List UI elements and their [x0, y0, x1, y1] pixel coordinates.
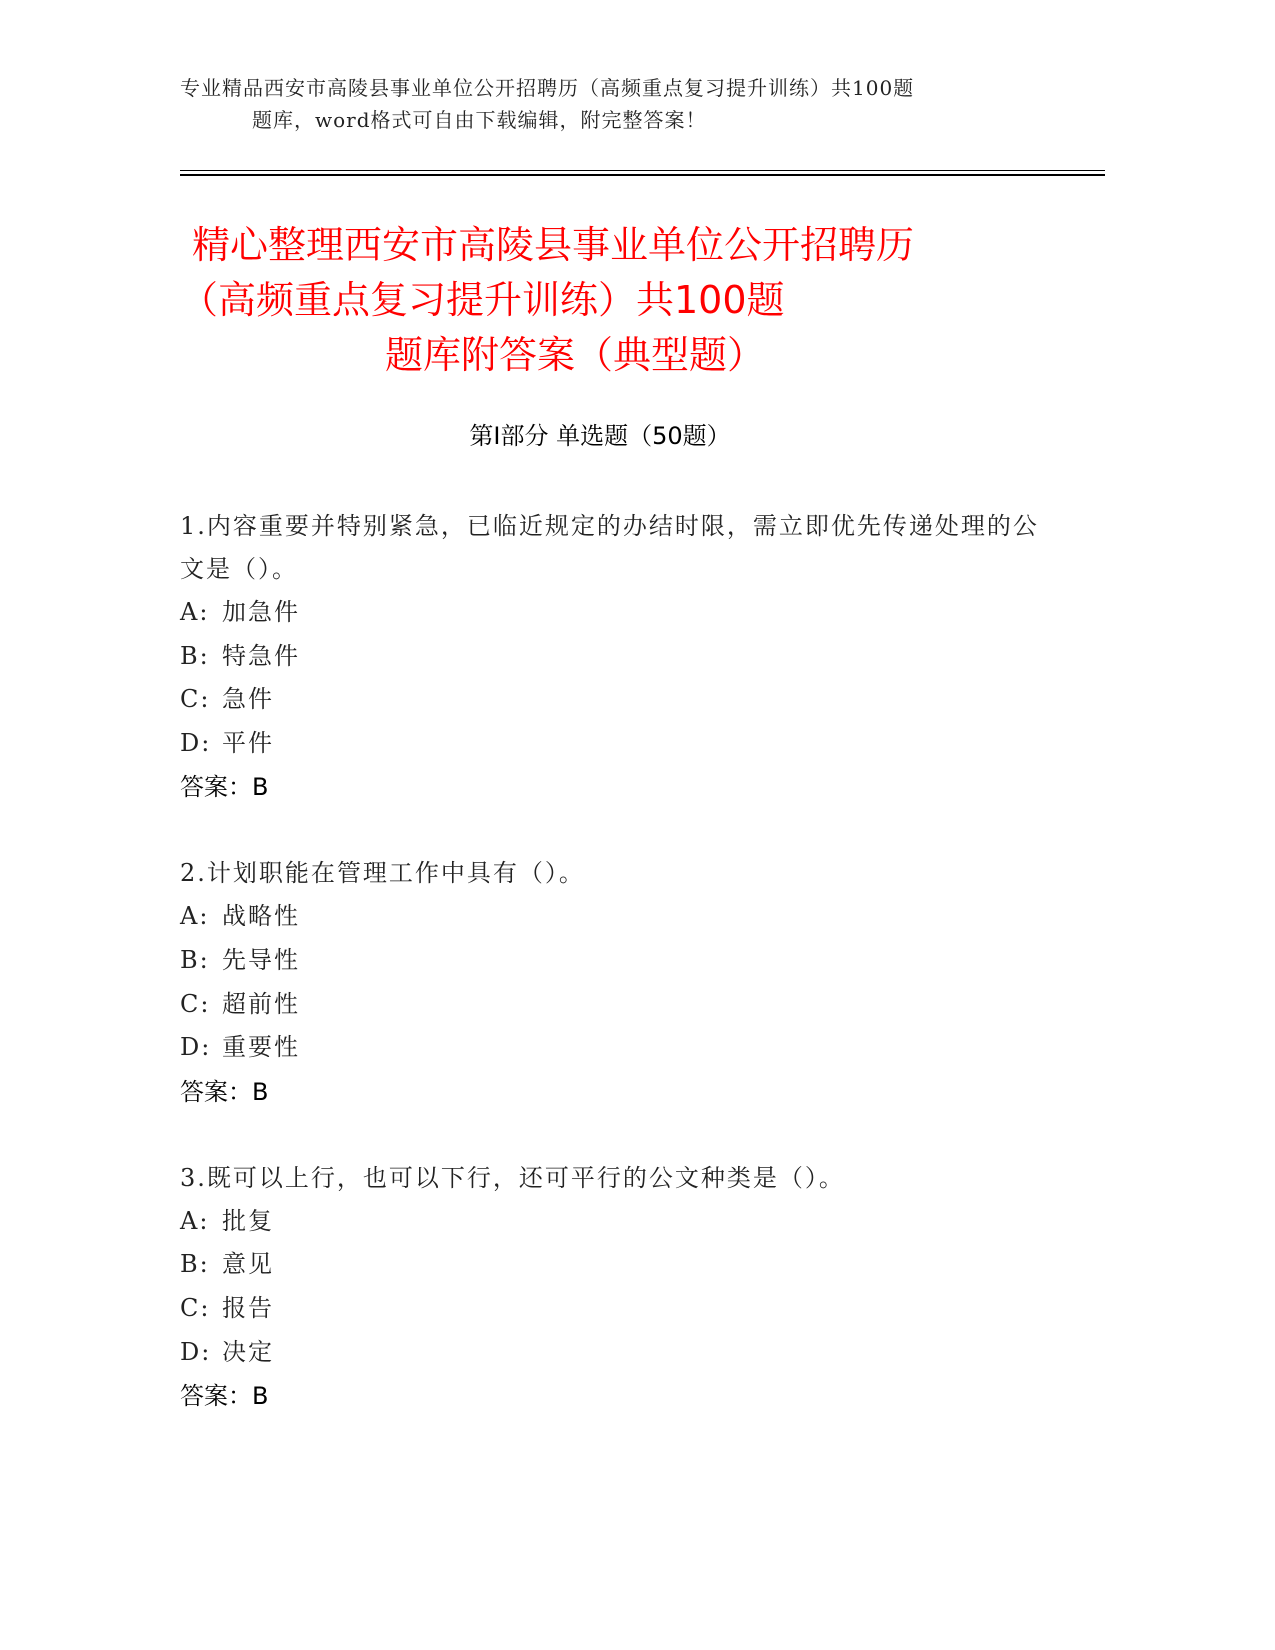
question-stem: 1.内容重要并特别紧急，已临近规定的办结时限，需立即优先传递处理的公文是（）。: [180, 512, 1039, 583]
document-title-line-2: （高频重点复习提升训练）共100题: [180, 278, 785, 322]
document-title-line-3: 题库附答案（典型题）: [385, 333, 766, 377]
option-d: [180, 1331, 1060, 1375]
option-key: C:: [180, 989, 211, 1018]
section-title: 第Ⅰ部分 单选题（50题）: [469, 422, 731, 450]
question-1: [180, 505, 1060, 809]
question-3: [180, 1157, 1060, 1418]
option-d: [180, 722, 1060, 766]
option-a: [180, 591, 1060, 635]
option-text: 平件: [222, 728, 274, 757]
header-line-2: 题库，word格式可自由下载编辑，附完整答案！: [252, 108, 707, 132]
answer-line: 答案：B: [180, 773, 269, 802]
option-key: B:: [180, 945, 210, 974]
option-key: A:: [180, 1206, 210, 1235]
option-text: 意见: [222, 1250, 274, 1279]
header-line-1: 专业精品西安市高陵县事业单位公开招聘历（高频重点复习提升训练）共100题: [180, 76, 915, 100]
option-c: [180, 983, 1060, 1027]
option-key: D:: [180, 1337, 212, 1366]
option-a: [180, 895, 1060, 939]
option-key: B:: [180, 1250, 210, 1279]
option-text: 重要性: [222, 1033, 300, 1062]
option-text: 批复: [222, 1206, 274, 1235]
option-text: 超前性: [222, 989, 300, 1018]
option-key: C:: [180, 1293, 211, 1322]
option-key: B:: [180, 641, 210, 670]
option-text: 决定: [222, 1337, 274, 1366]
header-divider-thin: [180, 170, 1105, 171]
option-b: [180, 1243, 1060, 1287]
document-title-line-1: 精心整理西安市高陵县事业单位公开招聘历: [192, 223, 915, 267]
question-list: [180, 505, 1060, 1461]
option-text: 加急件: [222, 598, 300, 626]
question-stem: 3.既可以上行，也可以下行，还可平行的公文种类是（）。: [180, 1163, 845, 1192]
option-key: D:: [180, 1033, 212, 1062]
option-text: 报告: [222, 1293, 274, 1322]
option-text: 急件: [222, 685, 274, 714]
option-text: 战略性: [222, 902, 300, 931]
option-key: D:: [180, 728, 212, 757]
option-c: [180, 1287, 1060, 1331]
option-b: [180, 635, 1060, 679]
option-c: [180, 678, 1060, 722]
document-title: [180, 218, 1060, 383]
option-key: A:: [180, 598, 210, 626]
option-a: [180, 1200, 1060, 1244]
option-text: 特急件: [222, 641, 300, 670]
option-d: [180, 1026, 1060, 1070]
question-stem: 2.计划职能在管理工作中具有（）。: [180, 859, 585, 888]
answer-line: 答案：B: [180, 1382, 269, 1411]
option-text: 先导性: [222, 945, 300, 974]
question-2: [180, 852, 1060, 1113]
option-key: C:: [180, 685, 211, 714]
header-note: [180, 72, 1080, 136]
option-key: A:: [180, 902, 210, 931]
option-b: [180, 939, 1060, 983]
answer-line: 答案：B: [180, 1077, 269, 1106]
header-divider-thick: [180, 174, 1105, 176]
